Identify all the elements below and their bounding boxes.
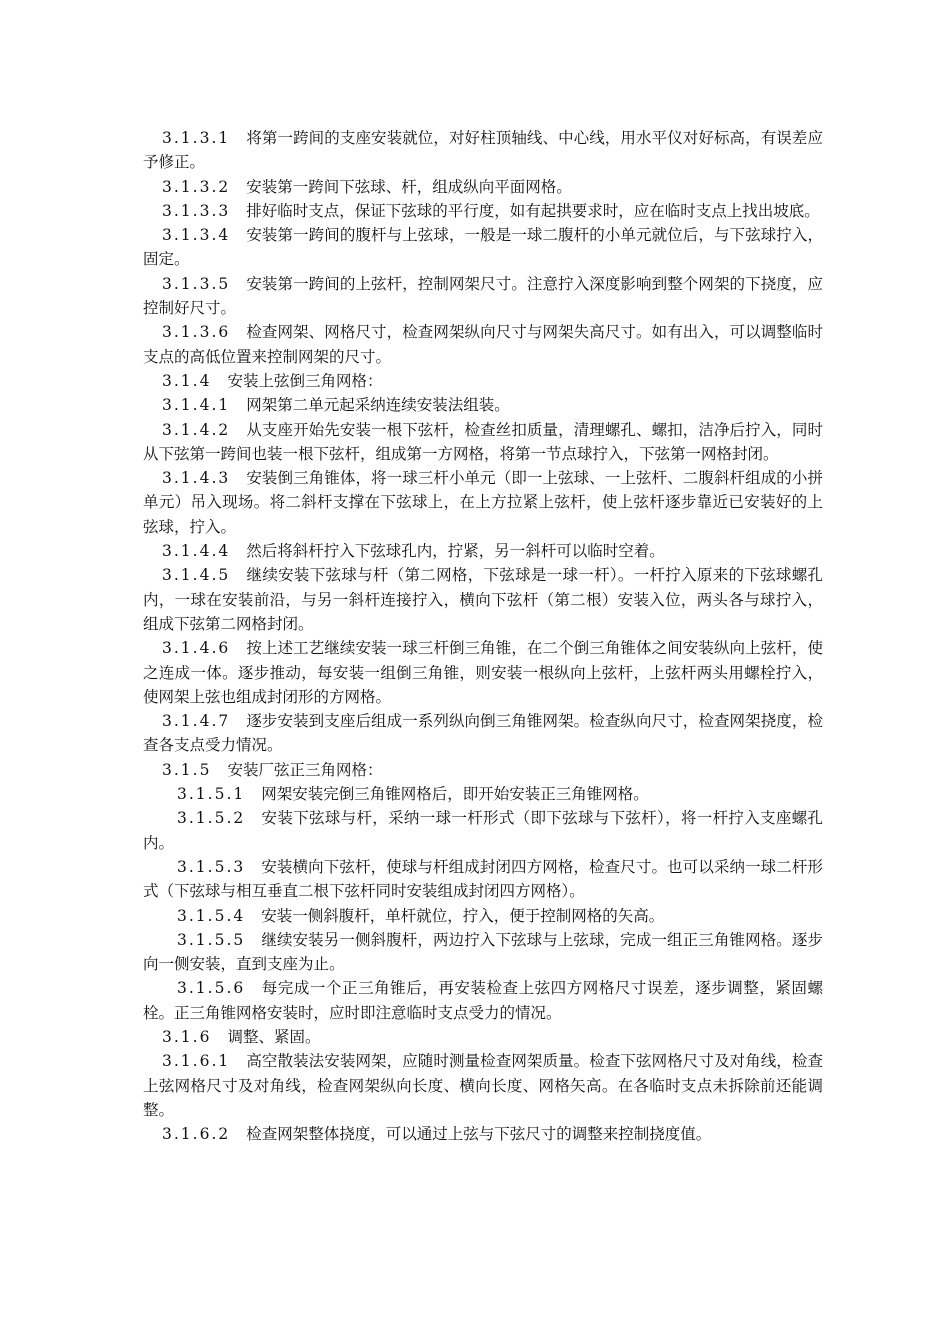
clause-text: 按上述工艺继续安装一球三杆倒三角锥，在二个倒三角锥体之间安装纵向上弦杆，使之连成一体。逐步推动，每安装一组倒三角锥，则安装一根纵向上弦杆，上弦杆两头用螺栓拧入，使网架上弦也组成封闭形的方网格。	[143, 639, 823, 706]
paragraph	[143, 928, 823, 977]
clause-number: 3.1.4.1	[162, 396, 231, 415]
paragraph	[143, 563, 823, 636]
clause-number: 3.1.5.3	[177, 857, 246, 876]
clause-number: 3.1.5.4	[177, 906, 246, 925]
clause-number: 3.1.3.5	[162, 274, 231, 293]
clause-number: 3.1.5.2	[177, 809, 246, 828]
section-heading	[143, 758, 823, 782]
clause-text: 网架第二单元起采纳连续安装法组装。	[246, 396, 510, 415]
paragraph	[143, 709, 823, 758]
clause-text: 每完成一个正三角锥后，再安装检查上弦四方网格尺寸误差，逐步调整，紧固螺栓。正三角锥网格安装时，应时即注意临时支点受力的情况。	[143, 979, 823, 1022]
clause-number: 3.1.5.5	[177, 930, 246, 949]
paragraph	[143, 223, 823, 272]
clause-number: 3.1.3.1	[162, 129, 231, 147]
paragraph	[143, 175, 823, 199]
section-heading	[143, 1025, 823, 1049]
clause-text: 安装厂弦正三角网格：	[227, 760, 383, 779]
paragraph	[143, 1122, 823, 1146]
clause-number: 3.1.4.5	[162, 566, 231, 585]
paragraph	[143, 393, 823, 417]
clause-text: 网架安装完倒三角锥网格后，即开始安装正三角锥网格。	[261, 785, 649, 804]
paragraph	[143, 199, 823, 223]
paragraph	[143, 636, 823, 709]
paragraph	[143, 418, 823, 467]
section-heading	[143, 369, 823, 393]
document-body	[143, 126, 823, 1146]
paragraph	[143, 782, 823, 806]
clause-number: 3.1.4.6	[162, 639, 231, 658]
clause-text: 安装下弦球与杆，采纳一球一杆形式（即下弦球与下弦杆），将一杆拧入支座螺孔内。	[143, 809, 823, 852]
clause-text: 安装上弦倒三角网格：	[227, 371, 383, 390]
clause-text: 逐步安装到支座后组成一系列纵向倒三角锥网架。检查纵向尺寸，检查网架挠度，检查各支点受力情况。	[143, 712, 823, 755]
clause-text: 将第一跨间的支座安装就位，对好柱顶轴线、中心线，用水平仪对好标高，有误差应予修正。	[143, 129, 823, 172]
clause-text: 检查网架整体挠度，可以通过上弦与下弦尺寸的调整来控制挠度值。	[246, 1125, 712, 1144]
clause-text: 安装第一跨间的上弦杆，控制网架尺寸。注意拧入深度影响到整个网架的下挠度，应控制好尺寸。	[143, 274, 823, 318]
paragraph	[143, 1049, 823, 1122]
clause-number: 3.1.4.7	[162, 712, 231, 731]
clause-number: 3.1.6.2	[162, 1125, 231, 1144]
paragraph	[143, 126, 823, 175]
clause-number: 3.1.5.1	[177, 785, 246, 804]
clause-text: 排好临时支点，保证下弦球的平行度，如有起拱要求时，应在临时支点上找出坡底。	[246, 201, 820, 220]
clause-text: 继续安装下弦球与杆（第二网格，下弦球是一球一杆）。一杆拧入原来的下弦球螺孔内，一球在安装前沿，与另一斜杆连接拧入，横向下弦杆（第二根）安装入位，两头各与球拧入，组成下弦第二网格封闭。	[143, 566, 823, 633]
clause-number: 3.1.4	[162, 371, 212, 390]
paragraph	[143, 539, 823, 563]
paragraph	[143, 806, 823, 855]
clause-text: 检查网架、网格尺寸，检查网架纵向尺寸与网架失高尺寸。如有出入，可以调整临时支点的高低位置来控制网架的尺寸。	[143, 323, 823, 366]
clause-text: 高空散装法安装网架，应随时测量检查网架质量。检查下弦网格尺寸及对角线，检查上弦网格尺寸及对角线，检查网架纵向长度、横向长度、网格矢高。在各临时支点未拆除前还能调整。	[143, 1052, 823, 1119]
clause-number: 3.1.4.4	[162, 542, 231, 561]
clause-number: 3.1.3.6	[162, 323, 231, 342]
paragraph	[143, 320, 823, 369]
paragraph	[143, 466, 823, 539]
paragraph	[143, 904, 823, 928]
clause-number: 3.1.6	[162, 1027, 212, 1046]
clause-number: 3.1.5.6	[177, 979, 246, 998]
clause-text: 安装一侧斜腹杆，单杆就位，拧入，便于控制网格的矢高。	[261, 906, 665, 925]
clause-number: 3.1.4.2	[162, 420, 231, 439]
clause-text: 调整、紧固。	[227, 1027, 321, 1046]
clause-text: 继续安装另一侧斜腹杆，两边拧入下弦球与上弦球，完成一组正三角锥网格。逐步向一侧安装，直到支座为止。	[143, 930, 823, 974]
clause-number: 3.1.4.3	[162, 469, 231, 488]
paragraph	[143, 976, 823, 1025]
paragraph	[143, 855, 823, 904]
clause-number: 3.1.3.3	[162, 201, 231, 220]
clause-text: 安装第一跨间下弦球、杆，组成纵向平面网格。	[246, 177, 572, 196]
clause-number: 3.1.6.1	[162, 1052, 231, 1071]
clause-text: 安装横向下弦杆，使球与杆组成封闭四方网格，检查尺寸。也可以采纳一球二杆形式（下弦球与相互垂直二根下弦杆同时安装组成封闭四方网格）。	[143, 857, 823, 901]
clause-number: 3.1.3.2	[162, 177, 231, 196]
clause-number: 3.1.5	[162, 760, 212, 779]
paragraph	[143, 272, 823, 321]
clause-number: 3.1.3.4	[162, 226, 231, 245]
clause-text: 从支座开始先安装一根下弦杆，检查丝扣质量，清理螺孔、螺扣，洁净后拧入，同时从下弦第一跨间也装一根下弦杆，组成第一方网格，将第一节点球拧入，下弦第一网格封闭。	[143, 420, 823, 463]
clause-text: 安装第一跨间的腹杆与上弦球，一般是一球二腹杆的小单元就位后，与下弦球拧入，固定。	[143, 226, 823, 269]
clause-text: 安装倒三角锥体，将一球三杆小单元（即一上弦球、一上弦杆、二腹斜杆组成的小拼单元）吊入现场。将二斜杆支撑在下弦球上，在上方拉紧上弦杆，使上弦杆逐步靠近已安装好的上弦球，拧入。	[143, 469, 823, 536]
clause-text: 然后将斜杆拧入下弦球孔内，拧紧，另一斜杆可以临时空着。	[246, 542, 665, 561]
